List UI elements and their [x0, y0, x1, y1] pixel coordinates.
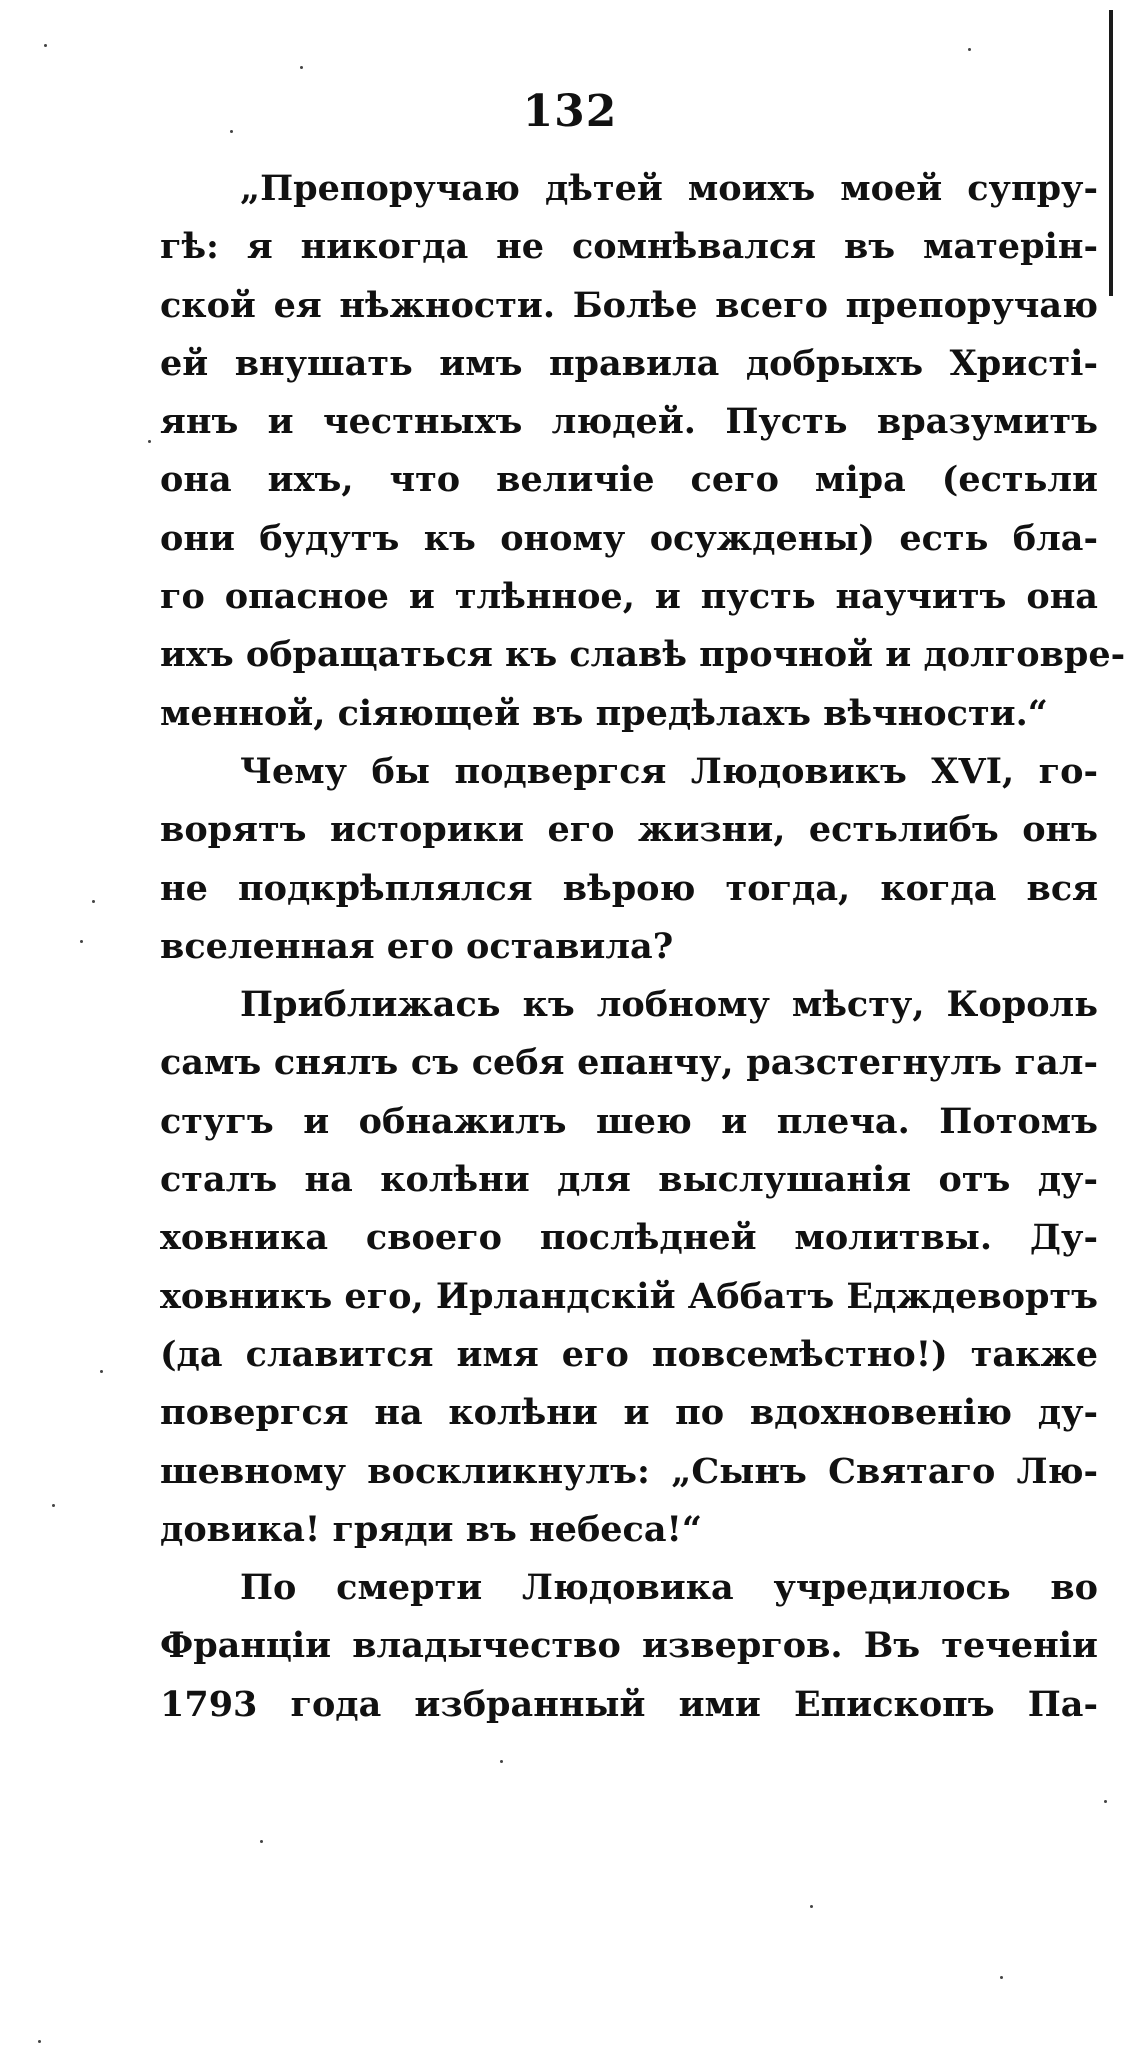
text-line: ховника своего послѣдней молитвы. Ду- [160, 1217, 1098, 1259]
scan-speck [148, 440, 151, 443]
scan-speck [38, 2040, 41, 2043]
text-line: По смерти Людовика учредилось во [240, 1567, 1098, 1609]
page-number: 132 [522, 86, 618, 137]
text-line: ворятъ историки его жизни, естьлибъ онъ [160, 809, 1098, 851]
scan-speck [44, 44, 47, 47]
scan-speck [100, 1370, 103, 1373]
text-line: не подкрѣплялся вѣрою тогда, когда вся [160, 867, 1098, 909]
text-line: (да славится имя его повсемѣстно!) также [160, 1333, 1098, 1375]
paragraph-historians [160, 743, 1098, 976]
page-edge-rule [1109, 10, 1113, 296]
scan-speck [810, 1905, 813, 1908]
scan-speck [260, 1840, 263, 1843]
scan-speck [500, 1760, 503, 1763]
text-line: ской ея нѣжности. Болѣе всего препоручаю [160, 284, 1098, 326]
scan-speck [230, 130, 233, 133]
text-line: го опасное и тлѣнное, и пусть научитъ она [160, 576, 1098, 618]
text-line: Чему бы подвергся Людовикъ XVI, го- [240, 750, 1098, 792]
scan-speck [1104, 1800, 1107, 1803]
text-line: шевному воскликнулъ: „Сынъ Святаго Лю- [160, 1450, 1098, 1492]
scan-speck [52, 1504, 55, 1507]
paragraph-execution [160, 976, 1098, 1559]
scan-speck [968, 48, 971, 51]
text-line: янъ и честныхъ людей. Пусть вразумитъ [160, 401, 1098, 443]
text-line: стугъ и обнажилъ шею и плеча. Потомъ [160, 1100, 1098, 1142]
text-line: Франціи владычество извергов. Въ теченіи [160, 1625, 1098, 1667]
paragraph-testament [160, 160, 1126, 743]
body-text [160, 160, 1126, 1734]
text-line: менной, сіяющей въ предѣлахъ вѣчности.“ [160, 692, 1048, 734]
scan-speck [300, 66, 303, 69]
scan-speck [1000, 1976, 1003, 1979]
text-line: ховникъ его, Ирландскій Аббатъ Едждевортъ [160, 1275, 1098, 1317]
text-line: 1793 года избранный ими Епископъ Па- [160, 1683, 1098, 1725]
scan-speck [80, 940, 83, 943]
scan-speck [92, 900, 95, 903]
text-line: самъ снялъ съ себя епанчу, разстегнулъ гал- [160, 1042, 1098, 1084]
text-line: повергся на колѣни и по вдохновенію ду- [160, 1392, 1098, 1434]
text-line: гѣ: я никогда не сомнѣвался въ матерін- [160, 226, 1098, 268]
text-line: Приближась къ лобному мѣсту, Король [240, 984, 1098, 1026]
text-line: довика! гряди въ небеса!“ [160, 1508, 703, 1550]
text-line: ей внушать имъ правила добрыхъ Христі- [160, 342, 1098, 384]
text-line: сталъ на колѣни для выслушанія отъ ду- [160, 1159, 1098, 1201]
text-line: вселенная его оставила? [160, 925, 674, 967]
paragraph-after-death [160, 1559, 1098, 1734]
text-line: они будутъ къ оному осуждены) есть бла- [160, 517, 1098, 559]
text-line: ихъ обращаться къ славѣ прочной и долговре- [160, 634, 1126, 676]
text-line: „Препоручаю дѣтей моихъ моей супру- [240, 168, 1098, 209]
text-line: она ихъ, что величіе сего міра (естьли [160, 459, 1098, 501]
